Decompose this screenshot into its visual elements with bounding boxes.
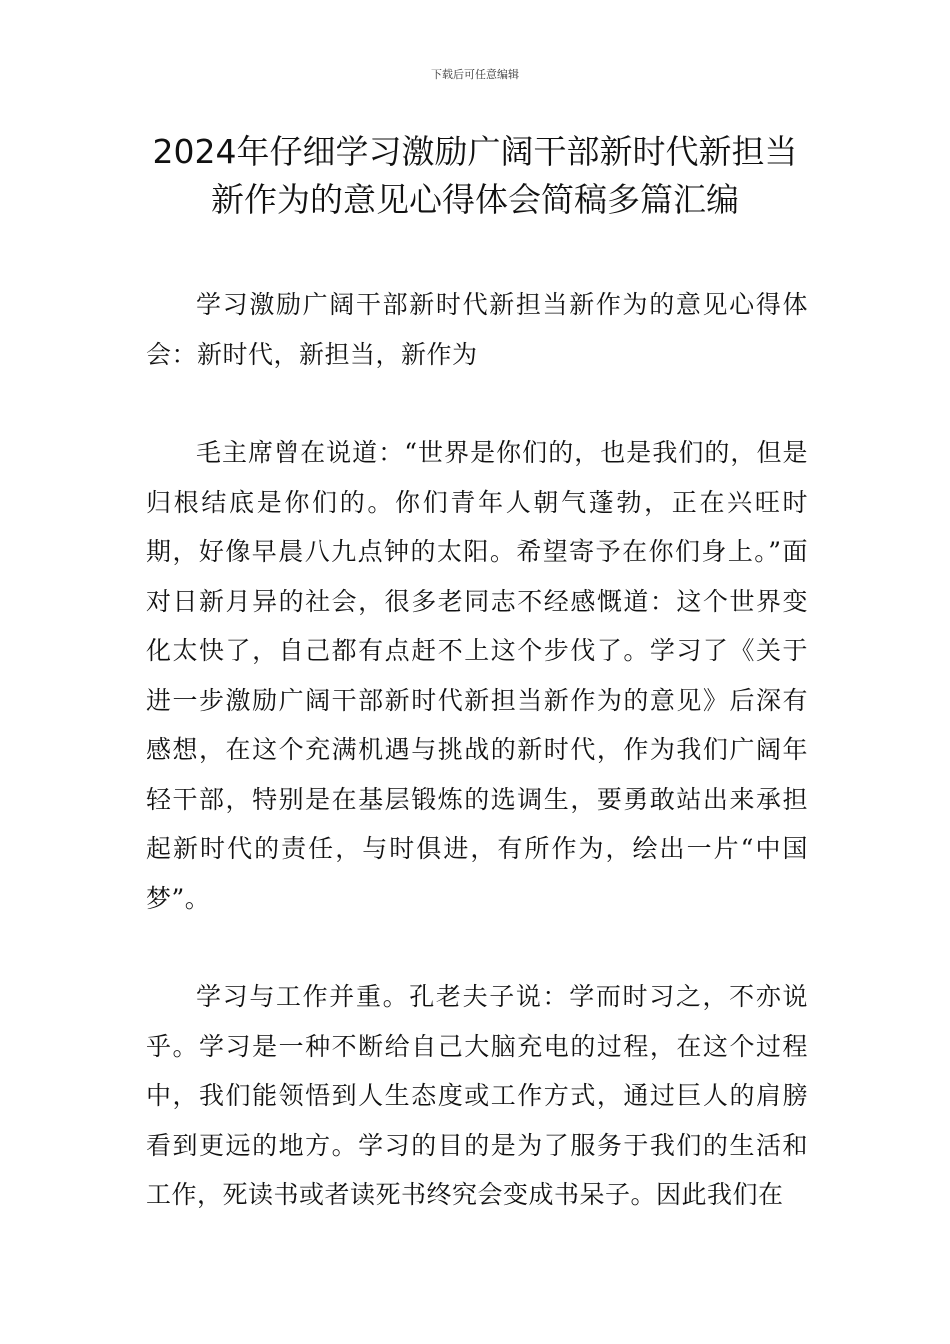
paragraph-2: 毛主席曾在说道：“世界是你们的，也是我们的，但是归根结底是你们的。你们青年人朝气蓬勃，正在兴旺时期，好像早晨八九点钟的太阳。希望寄予在你们身上。”面对日新月异的社会，很多老同志不经感慨道：这个世界变化太快了，自己都有点赶不上这个步伐了。学习了《关于进一步激励广阔干部新时代新担当新作为的意见》后深有感想，在这个充满机遇与挑战的新时代，作为我们广阔年轻干部，特别是在基层锻炼的选调生，要勇敢站出来承担起新时代的责任，与时俱进，有所作为，绘出一片“中国梦”。 (146, 438, 808, 913)
document-title: 2024年仔细学习激励广阔干部新时代新担当新作为的意见心得体会简稿多篇汇编 (152, 132, 798, 219)
header-note: 下载后可任意编辑 (431, 68, 519, 81)
paragraph-1: 学习激励广阔干部新时代新担当新作为的意见心得体会：新时代，新担当，新作为 (146, 290, 808, 369)
document-body (146, 280, 808, 1269)
paragraph-3: 学习与工作并重。孔老夫子说：学而时习之，不亦说乎。学习是一种不断给自己大脑充电的过程，在这个过程中，我们能领悟到人生态度或工作方式，通过巨人的肩膀看到更远的地方。学习的目的是为了服务于我们的生活和工作，死读书或者读死书终究会变成书呆子。因此我们在 (146, 982, 808, 1209)
